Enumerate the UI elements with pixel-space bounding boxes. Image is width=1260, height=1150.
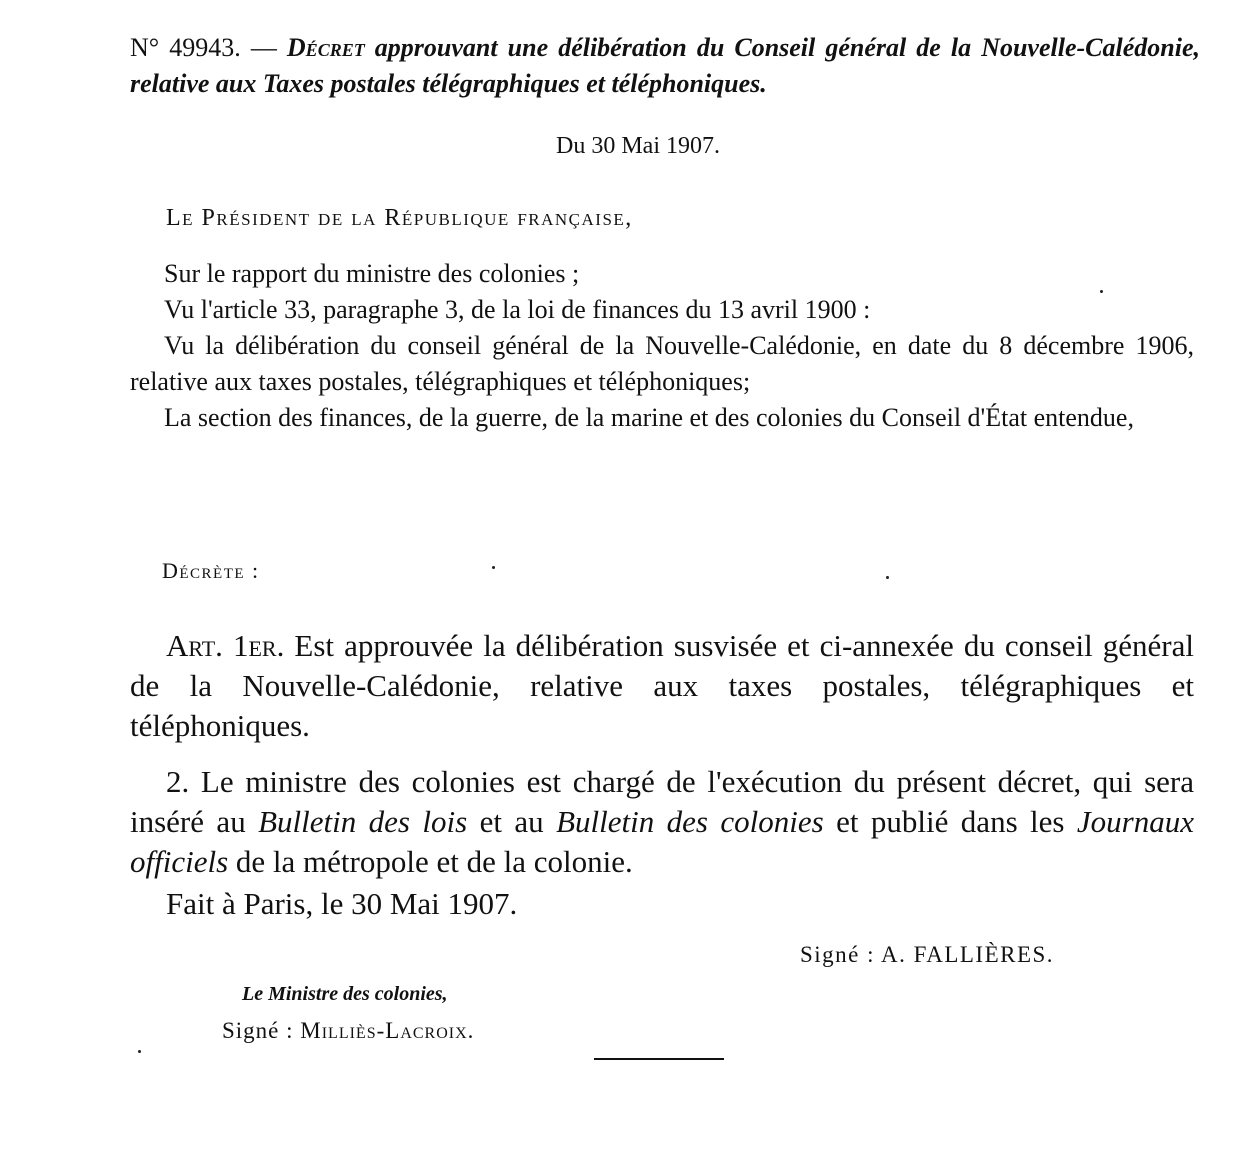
journaux-officiels: Journaux officiels bbox=[130, 804, 1194, 879]
president-signature: Signé : A. FALLIÈRES. bbox=[800, 942, 1055, 967]
visa-paragraph: Vu la délibération du conseil général de la Nouvelle-Calédonie, en date du 8 décembre 1906, relative aux taxes postales, télégraphiques et téléphoniques; bbox=[130, 331, 1194, 396]
article-2-part2: et au bbox=[467, 804, 557, 839]
article-1-label: Art. 1er. bbox=[166, 628, 285, 663]
article-1-text: Est approuvée la délibération susvisée et ci-annexée du conseil général de la Nouvelle-Calédonie, relative aux taxes postales, télégraphiques et téléphoniques. bbox=[130, 628, 1195, 743]
place-and-date: Fait à Paris, le 30 Mai 1907. bbox=[166, 886, 518, 921]
visas-section bbox=[130, 256, 1194, 436]
president-heading: Le Président de la République française, bbox=[166, 205, 633, 231]
bulletin-des-lois: Bulletin des lois bbox=[258, 804, 468, 839]
title-dash: — bbox=[240, 33, 287, 62]
article-2-part4: de la métropole et de la colonie. bbox=[228, 844, 633, 879]
decree-title bbox=[130, 30, 1200, 102]
visa-paragraph: Sur le rapport du ministre des colonies ; bbox=[164, 259, 580, 288]
decree-date: Du 30 Mai 1907. bbox=[556, 133, 720, 159]
print-speck bbox=[138, 1050, 141, 1053]
article-2-part1: 2. Le ministre des colonies est chargé de l'exécution du présent décret, qui sera inséré au bbox=[130, 764, 1194, 839]
visa-paragraph: Vu l'article 33, paragraphe 3, de la loi de finances du 13 avril 1900 : bbox=[164, 295, 871, 324]
article-1 bbox=[130, 626, 1194, 746]
print-speck bbox=[886, 576, 889, 579]
minister-signature bbox=[222, 1016, 474, 1046]
decree-number: N° 49943. bbox=[130, 33, 241, 62]
closing-rule bbox=[594, 1058, 724, 1060]
visa-paragraph: La section des finances, de la guerre, de la marine et des colonies du Conseil d'État entendue, bbox=[164, 403, 1134, 432]
minister-signe-label: Signé : bbox=[222, 1018, 301, 1043]
decret-word: Décret bbox=[286, 33, 365, 62]
decrete-heading: Décrète : bbox=[162, 558, 260, 583]
print-speck bbox=[492, 566, 495, 569]
print-speck bbox=[1100, 290, 1103, 293]
article-2 bbox=[130, 762, 1194, 882]
bulletin-des-colonies: Bulletin des colonies bbox=[556, 804, 824, 839]
minister-name: Milliès-Lacroix. bbox=[300, 1018, 475, 1043]
articles-section bbox=[130, 626, 1194, 882]
article-2-part3: et publié dans les bbox=[823, 804, 1077, 839]
decree-subject: approuvant une délibération du Conseil général de la Nouvelle-Calédonie, relative aux Taxes postales télégraphiques et téléphoniques. bbox=[130, 33, 1200, 98]
minister-title: Le Ministre des colonies, bbox=[242, 983, 448, 1005]
